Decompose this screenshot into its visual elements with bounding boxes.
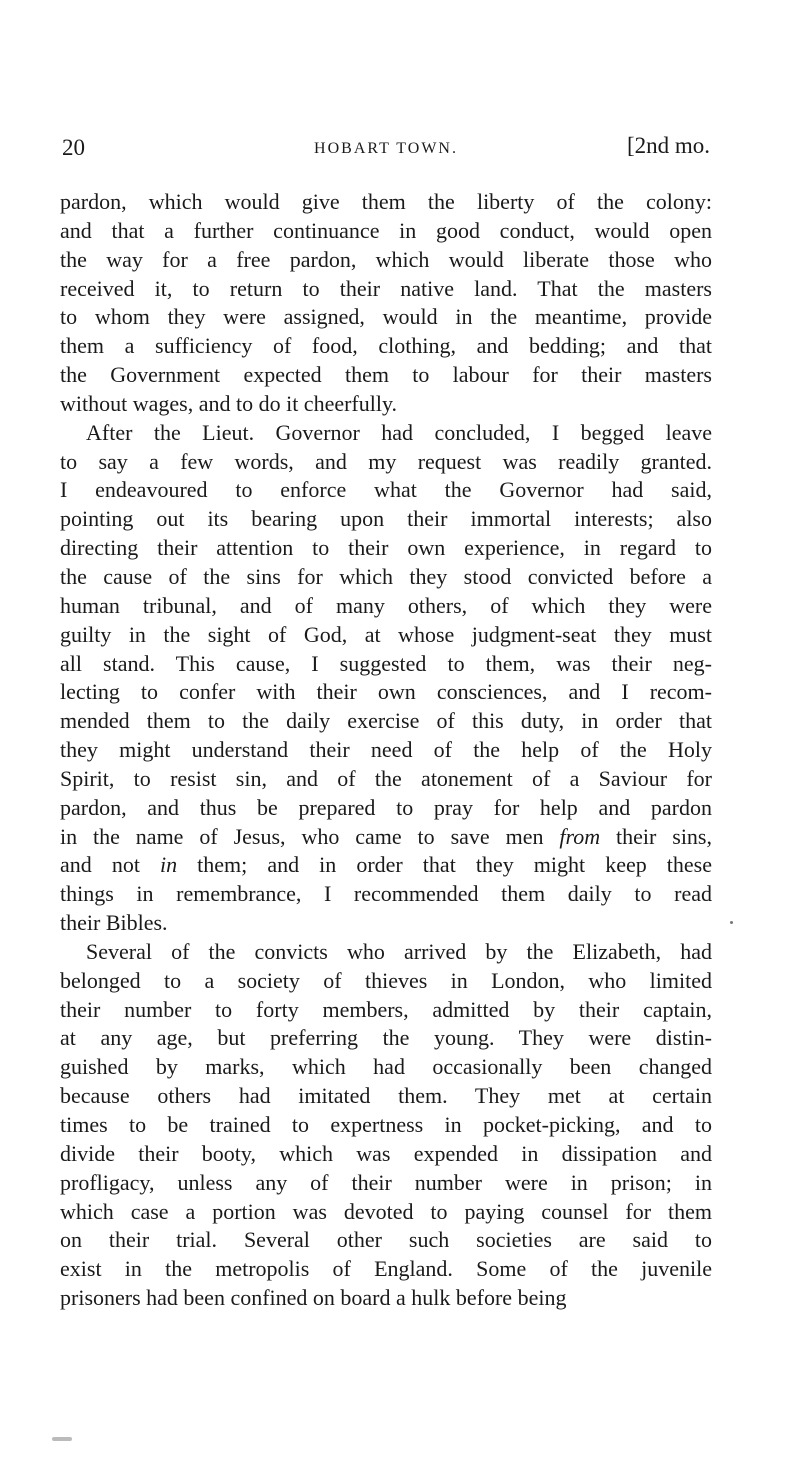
text-line: guished by marks, which had occasionally been changed xyxy=(60,1054,712,1080)
text-line: lecting to confer with their own consciences, and I recom- xyxy=(60,679,712,705)
text-line: which case a portion was devoted to paying counsel for them xyxy=(60,1198,712,1224)
text-line: human tribunal, and of many others, of which they were xyxy=(60,592,712,618)
text-line: them a sufficiency of food, clothing, and bedding; and that xyxy=(60,333,712,359)
section-marker: [2nd mo. xyxy=(626,133,710,158)
text-line: without wages, and to do it cheerfully. xyxy=(60,390,398,416)
text-line: pointing out its bearing upon their immortal interests; also xyxy=(60,506,712,532)
text-line: Several of the convicts who arrived by the Elizabeth, had xyxy=(86,938,712,964)
text-line: After the Lieut. Governor had concluded, I begged leave xyxy=(86,419,712,445)
text-line: directing their attention to their own experience, in regard to xyxy=(60,535,712,561)
text-line: the cause of the sins for which they stood convicted before a xyxy=(60,563,712,589)
text-line: all stand. This cause, I suggested to them, was their neg- xyxy=(60,650,712,676)
running-title: HOBART TOWN. xyxy=(314,140,458,157)
paragraph xyxy=(60,188,712,419)
text-line: divide their booty, which was expended in dissipation and xyxy=(60,1140,712,1166)
text-line: in the name of Jesus, who came to save men from their sins, xyxy=(60,823,712,849)
paragraph xyxy=(60,938,712,1313)
text-line: the way for a free pardon, which would liberate those who xyxy=(60,246,712,272)
paragraph xyxy=(60,419,712,938)
text-line: received it, to return to their native land. That the masters xyxy=(60,275,712,301)
text-line: to say a few words, and my request was readily granted. xyxy=(60,448,712,474)
text-line: Spirit, to resist sin, and of the atonement of a Saviour for xyxy=(60,765,712,791)
text-line: belonged to a society of thieves in London, who limited xyxy=(60,967,712,993)
text-line: because others had imitated them. They met at certain xyxy=(60,1083,712,1109)
scan-edge-mark xyxy=(52,1437,72,1441)
text-line: to whom they were assigned, would in the meantime, provide xyxy=(60,304,712,330)
text-line: mended them to the daily exercise of this duty, in order that xyxy=(60,708,712,734)
text-line: things in remembrance, I recommended them daily to read xyxy=(60,881,712,907)
text-line: I endeavoured to enforce what the Governor had said, xyxy=(60,477,712,503)
running-head xyxy=(62,135,710,169)
text-line: on their trial. Several other such societies are said to xyxy=(60,1227,712,1253)
text-line: their number to forty members, admitted by their captain, xyxy=(60,996,712,1022)
text-line: and that a further continuance in good conduct, would open xyxy=(60,217,712,243)
text-line: prisoners had been confined on board a hulk before being xyxy=(60,1285,567,1311)
text-line: profligacy, unless any of their number were in prison; in xyxy=(60,1169,712,1195)
text-line: pardon, and thus be prepared to pray for help and pardon xyxy=(60,794,712,820)
text-line: the Government expected them to labour for their masters xyxy=(60,362,712,388)
text-line: pardon, which would give them the liberty of the colony: xyxy=(60,189,712,214)
text-line: times to be trained to expertness in pocket-picking, and to xyxy=(60,1112,712,1137)
body-text xyxy=(60,188,712,1313)
text-line: and not in them; and in order that they might keep these xyxy=(60,852,712,878)
page-number: 20 xyxy=(62,135,85,160)
text-line: at any age, but preferring the young. They were distin- xyxy=(60,1025,712,1051)
text-line: guilty in the sight of God, at whose judgment-seat they must xyxy=(60,621,712,647)
text-line: they might understand their need of the help of the Holy xyxy=(60,737,712,763)
text-line: exist in the metropolis of England. Some of the juvenile xyxy=(60,1256,712,1282)
print-speck xyxy=(730,921,733,924)
text-line: their Bibles. xyxy=(60,910,168,936)
